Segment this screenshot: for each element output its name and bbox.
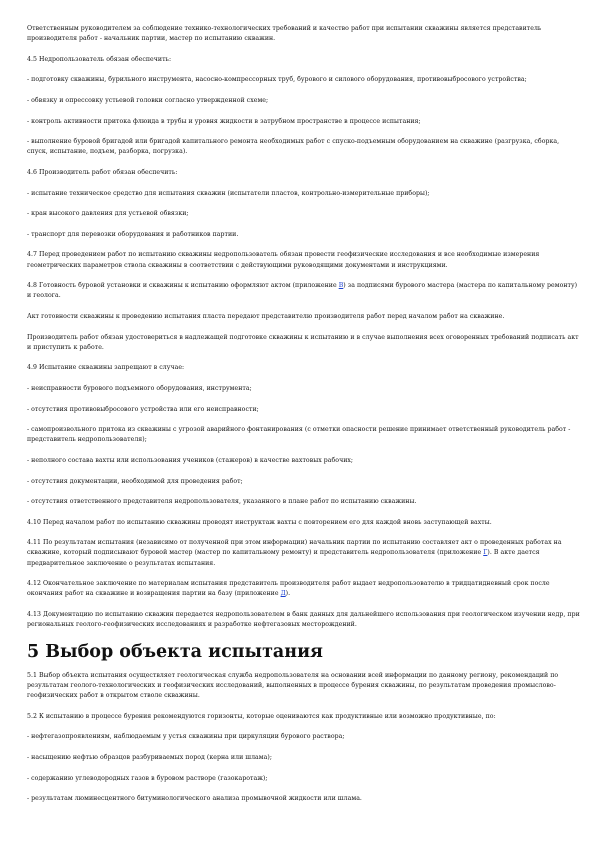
paragraph: 4.9 Испытание скважины запрещают в случае: bbox=[27, 364, 185, 372]
list-item: - испытание техническое средство для испытания скважин (испытатели пластов, контрольно-измерительные приборы); bbox=[27, 189, 430, 197]
appendix-link-v[interactable]: В bbox=[338, 282, 344, 290]
paragraph-text: ). bbox=[285, 590, 291, 598]
list-item: - отсутствия противовыбросового устройства или его неисправности; bbox=[27, 405, 259, 413]
list-item: - подготовку скважины, бурильного инструмента, насосно-компрессорных труб, бурового и силового оборудования, противовыбросового устройства; bbox=[27, 76, 527, 84]
list-item: - контроль активности притока флюида в трубы и уровня жидкости в затрубном пространстве в процессе испытания; bbox=[27, 117, 421, 125]
paragraph: 4.10 Перед началом работ по испытанию скважины проводят инструктаж вахты с повторением его для каждой вновь заступающей вахты. bbox=[27, 518, 492, 526]
section-heading: 5 Выбор объекта испытания bbox=[27, 641, 323, 662]
list-item: - неполного состава вахты или использования учеников (стажеров) в качестве вахтовых рабочих; bbox=[27, 456, 354, 464]
paragraph: 4.7 Перед проведением работ по испытанию скважины недропользователь обязан провести геофизические исследования и все необходимые измерения геометрических параметров ствола скважины в соответствии с действующими руководящими документами и инструкциями. bbox=[27, 251, 540, 269]
paragraph-text: 4.12 Окончательное заключение по материалам испытания представитель производителя работ выдает недропользователю в тридцатидневный срок после окончания работ на скважине и возвращения партии на базу (приложение bbox=[27, 580, 550, 598]
list-item: - выполнение буровой бригадой или бригадой капитального ремонта необходимых работ с спуско-подъемным оборудованием на скважине (разгрузка, сборка, спуск, испытание, подъем, разборка, погрузка). bbox=[27, 138, 560, 156]
paragraph-4-8 bbox=[27, 281, 581, 301]
paragraph: Акт готовности скважины к проведению испытания пласта передают представителю производителя работ перед началом работ на скважине. bbox=[27, 312, 505, 320]
list-item: - насыщению нефтью образцов разбуриваемых пород (керна или шлама); bbox=[27, 754, 272, 762]
list-item: - отсутствия ответственного представителя недропользователя, указанного в плане работ по испытанию скважины. bbox=[27, 498, 417, 506]
list-item: - обвязку и опрессовку устьевой головки согласно утвержденной схеме; bbox=[27, 96, 269, 104]
paragraph: 5.1 Выбор объекта испытания осуществляет геологическая служба недропользователя на основании всей информации по данному региону, рекомендаций по результатам геолого-технологических и геофизических исследований, выполненных в процессе бурения скважины, по результатам проведения промыслово-геофизических работ в открытом стволе скважины. bbox=[27, 671, 559, 700]
paragraph: 5.2 К испытанию в процессе бурения рекомендуются горизонты, которые оцениваются как продуктивные или возможно продуктивные, по: bbox=[27, 712, 496, 720]
list-item: - содержанию углеводородных газов в буровом растворе (газокаротаж); bbox=[27, 774, 268, 782]
paragraph: Производитель работ обязан удостовериться в надлежащей подготовке скважины к испытанию и в случае выполнения всех оговоренных требований подписать акт и приступить к работе. bbox=[27, 333, 579, 351]
list-item: - отсутствия документации, необходимой для проведения работ; bbox=[27, 477, 243, 485]
paragraph-text: 4.11 По результатам испытания (независимо от полученной при этом информации) начальник партии по испытанию составляет акт о проведенных работах на скважине, который подписывают буровой мастер (мастер по капитальному ремонту) и представитель недропользователя (приложение bbox=[27, 539, 562, 557]
appendix-link-g[interactable]: Г bbox=[483, 549, 488, 557]
list-item: - неисправности бурового подъемного оборудования, инструмента; bbox=[27, 384, 252, 392]
appendix-link-d[interactable]: Д bbox=[280, 590, 286, 598]
paragraph: 4.13 Документацию по испытанию скважин передается недропользователем в банк данных для дальнейшего использования при геологическом изучении недр, при региональных геолого-геофизических исследованиях и разработке нефтегазовых месторождений. bbox=[27, 611, 580, 629]
paragraph: 4.5 Недропользователь обязан обеспечить: bbox=[27, 55, 172, 63]
list-item: - самопроизвольного притока из скважины с угрозой аварийного фонтанирования (с отметки опасности решение принимает ответственный руководитель работ - представитель недропользователя); bbox=[27, 426, 571, 444]
list-item: - нефтегазопроявлениям, наблюдаемым у устья скважины при циркуляции бурового раствора; bbox=[27, 733, 345, 741]
paragraph: Ответственным руководителем за соблюдение технико-технологических требований и качество работ при испытании скважины является представитель производителя работ - начальник партии, мастер по испытанию скважин. bbox=[27, 25, 542, 43]
paragraph-text: 4.8 Готовность буровой установки и скважины к испытанию оформляют актом (приложение bbox=[27, 282, 339, 290]
list-item: - результатам люминесцентного битуминологического анализа промывочной жидкости или шлама. bbox=[27, 795, 362, 803]
paragraph-4-12 bbox=[27, 579, 581, 599]
paragraph: 4.6 Производитель работ обязан обеспечить: bbox=[27, 168, 178, 176]
list-item: - кран высокого давления для устьевой обвязки; bbox=[27, 210, 189, 218]
paragraph-4-11 bbox=[27, 538, 581, 569]
paragraph-text: ) за подписями бурового мастера (мастера по капитальному ремонту) и геолога. bbox=[27, 282, 578, 300]
list-item: - транспорт для перевозки оборудования и работников партии. bbox=[27, 230, 239, 238]
paragraph-text: ). В акте дается предварительное заключение о результатах испытания. bbox=[27, 549, 540, 567]
